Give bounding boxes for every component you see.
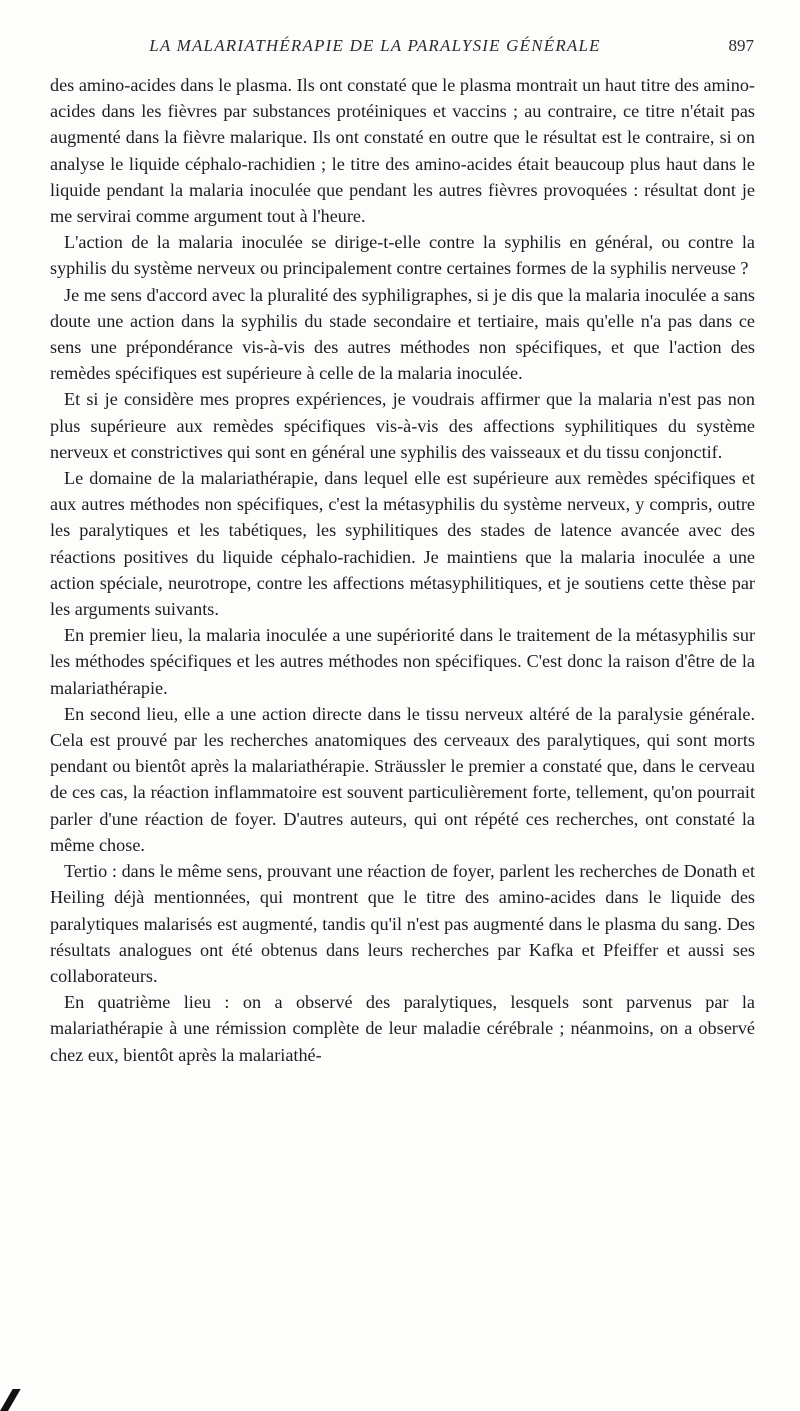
paragraph: En second lieu, elle a une action directe dans le tissu nerveux altéré de la paralysie générale. Cela est prouvé par les recherches anatomiques des cerveaux des paralytiques, qui sont morts pendant ou bientôt après la malariathérapie. Sträussler le premier a constaté que, dans le cerveau de ces cas, la réaction inflammatoire est souvent particulièrement forte, tellement, qu'on pourrait parler d'une réaction de foyer. D'autres auteurs, qui ont répété ces recherches, ont constaté la même chose. (50, 703, 755, 855)
page-number: 897 (728, 36, 754, 55)
running-title: LA MALARIATHÉRAPIE DE LA PARALYSIE GÉNÉRALE (149, 36, 601, 55)
scan-corner-mark (0, 1389, 21, 1411)
paragraph: Et si je considère mes propres expériences, je voudrais affirmer que la malaria n'est pas non plus supérieure aux remèdes spécifiques vis-à-vis des affections syphilitiques du système nerveux et constrictives qui sont en général une syphilis des vaisseaux et du tissu conjonctif. (50, 389, 755, 462)
paragraph-continuation: des amino-acides dans le plasma. Ils ont constaté que le plasma montrait un haut titre des amino-acides dans les fièvres par substances protéiniques et vaccins ; au contraire, ce titre n'était pas augmenté dans la fièvre malarique. Ils ont constaté en outre que le résultat est le contraire, si on analyse le liquide céphalo-rachidien ; le titre des amino-acides était beaucoup plus haut dans le liquide pendant la malaria inoculée que pendant les autres fièvres provoquées : résultat dont je me servirai comme argument tout à l'heure. (50, 75, 755, 227)
paragraph: Tertio : dans le même sens, prouvant une réaction de foyer, parlent les recherches de Donath et Heiling déjà mentionnées, qui montrent que le titre des amino-acides dans le liquide des paralytiques malarisés est augmenté, tandis qu'il n'est pas augmenté dans le plasma du sang. Des résultats analogues ont été obtenus dans leurs recherches par Kafka et Pfeiffer et aussi ses collaborateurs. (50, 861, 755, 986)
paragraph: En quatrième lieu : on a observé des paralytiques, lesquels sont parvenus par la malariathérapie à une rémission complète de leur maladie cérébrale ; néanmoins, on a observé chez eux, bientôt après la malariathé- (50, 992, 755, 1065)
running-header (66, 36, 754, 60)
paragraph: L'action de la malaria inoculée se dirige-t-elle contre la syphilis en général, ou contre la syphilis du système nerveux ou principalement contre certaines formes de la syphilis nerveuse ? (50, 232, 755, 279)
paragraph: Je me sens d'accord avec la pluralité des syphiligraphes, si je dis que la malaria inoculée a sans doute une action dans la syphilis du stade secondaire et tertiaire, mais qu'elle n'a pas dans ce sens une prépondérance vis-à-vis des autres méthodes non spécifiques, et que l'action des remèdes spécifiques est supérieure à celle de la malaria inoculée. (50, 284, 755, 384)
body-text (50, 72, 755, 1068)
paragraph: Le domaine de la malariathérapie, dans lequel elle est supérieure aux remèdes spécifiques et aux autres méthodes non spécifiques, c'est la métasyphilis du système nerveux, y compris, outre les paralytiques et les tabétiques, les syphilitiques des stades de latence avancée avec des réactions positives du liquide céphalo-rachidien. Je maintiens que la malaria inoculée a une action spéciale, neurotrope, contre les affections métasyphilitiques, et je soutiens cette thèse par les arguments suivants. (50, 468, 755, 620)
paragraph: En premier lieu, la malaria inoculée a une supériorité dans le traitement de la métasyphilis sur les méthodes spécifiques et les autres méthodes non spécifiques. C'est donc la raison d'être de la malariathérapie. (50, 625, 755, 698)
